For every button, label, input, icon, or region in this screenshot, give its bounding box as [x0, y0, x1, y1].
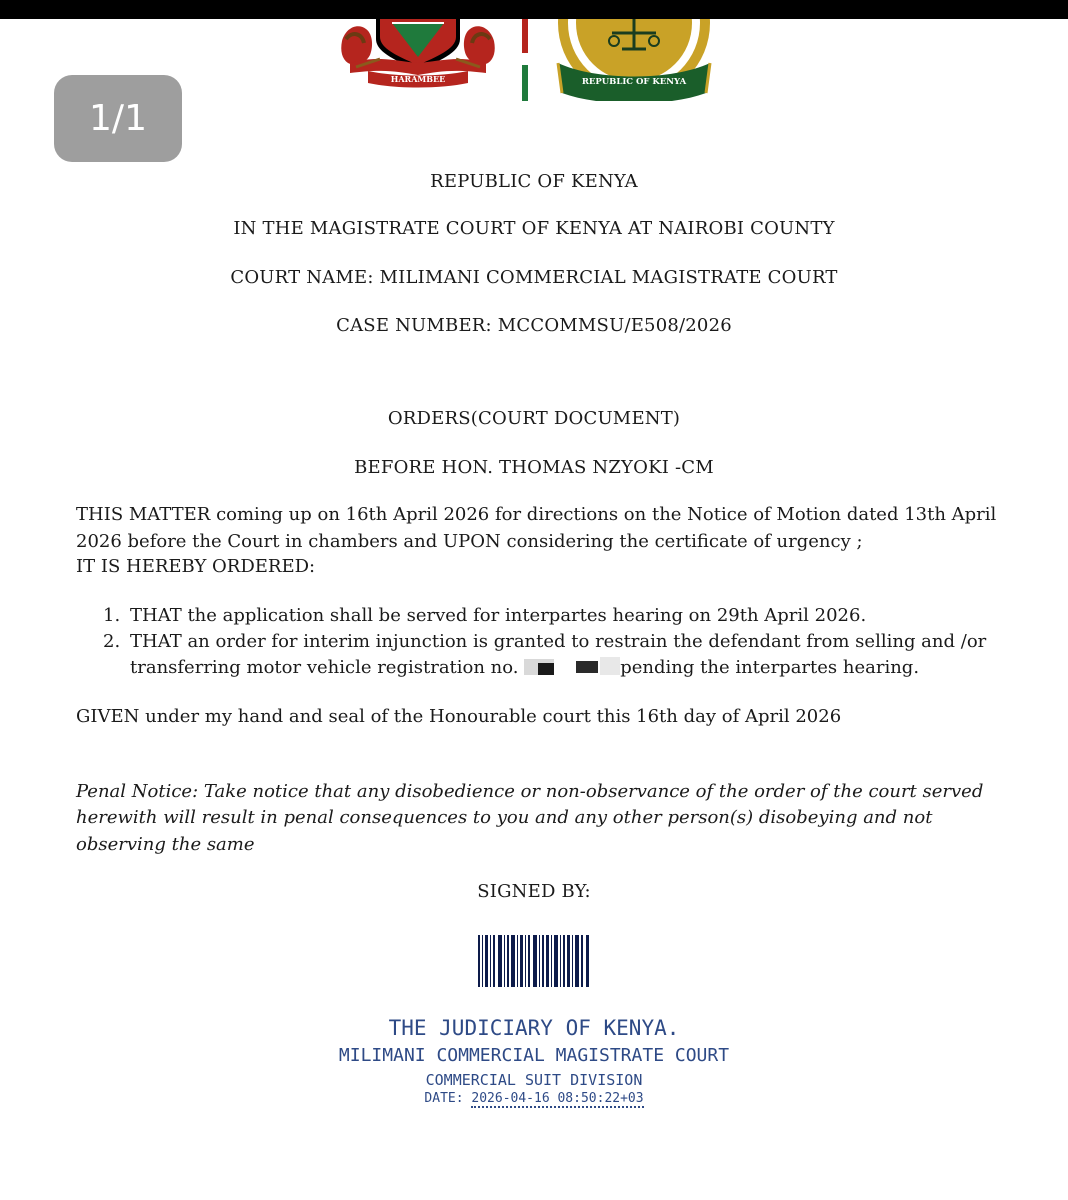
signed-by-label: SIGNED BY: — [477, 881, 591, 902]
svg-text:HARAMBEE: HARAMBEE — [390, 74, 446, 84]
signature-barcode — [478, 935, 590, 987]
intro-line-2: 2026 before the Court in chambers and UPON considering the certificate of urgency ; — [76, 530, 863, 552]
stamp-date — [0, 1091, 1068, 1106]
orders-list — [76, 603, 1006, 681]
stamp-division: COMMERCIAL SUIT DIVISION — [425, 1071, 643, 1089]
stamp-date-label: DATE: — [424, 1091, 472, 1106]
intro-paragraph — [76, 502, 1006, 581]
order-item-2 — [76, 629, 1006, 681]
order-item-1 — [76, 603, 1006, 629]
svg-text:REPUBLIC OF KENYA: REPUBLIC OF KENYA — [581, 77, 687, 87]
judiciary-logo — [556, 19, 712, 101]
republic-heading: REPUBLIC OF KENYA — [430, 171, 638, 192]
document-title: ORDERS(COURT DOCUMENT) — [387, 408, 681, 429]
stamp-date-value: 2026-04-16 08:50:22+03 — [471, 1091, 644, 1106]
order-number: 2. — [103, 631, 121, 652]
order-text: THAT the application shall be served for interpartes hearing on 29th April 2026. — [130, 605, 867, 626]
order-text-suffix: pending the interpartes hearing. — [620, 657, 920, 678]
penal-notice-line-1: Penal Notice: Take notice that any disobedience or non-observance of the order of the court served — [76, 781, 984, 802]
judge-line: BEFORE HON. THOMAS NZYOKI -CM — [354, 457, 714, 478]
kenya-coat-of-arms-logo — [336, 19, 500, 89]
page-indicator-badge: 1/1 — [54, 75, 182, 162]
order-number: 1. — [103, 605, 121, 626]
given-line: GIVEN under my hand and seal of the Honourable court this 16th day of April 2026 — [76, 706, 842, 727]
order-text-line-1: THAT an order for interim injunction is granted to restrain the defendant from selling and /or — [130, 631, 987, 652]
penal-notice-line-2: herewith will result in penal consequences to you and any other person(s) disobeying and not — [76, 807, 933, 829]
ordered-heading: IT IS HEREBY ORDERED: — [76, 556, 316, 577]
penal-notice-line-3: observing the same — [76, 833, 255, 855]
intro-line-1: THIS MATTER coming up on 16th April 2026 for directions on the Notice of Motion dated 13th April — [76, 504, 997, 525]
stamp-judiciary: THE JUDICIARY OF KENYA. — [388, 1016, 680, 1040]
order-text-prefix: transferring motor vehicle registration no. — [130, 657, 525, 678]
stamp-court-name: MILIMANI COMMERCIAL MAGISTRATE COURT — [338, 1045, 730, 1066]
order-text-line-2 — [130, 655, 1006, 681]
case-number-heading: CASE NUMBER: MCCOMMSU/E508/2026 — [336, 315, 732, 336]
court-location-heading: IN THE MAGISTRATE COURT OF KENYA AT NAIROBI COUNTY — [233, 218, 835, 239]
penal-notice — [76, 779, 996, 858]
court-name-heading: COURT NAME: MILIMANI COMMERCIAL MAGISTRATE COURT — [230, 267, 838, 288]
redacted-registration-number — [524, 655, 620, 677]
flag-divider — [521, 19, 529, 101]
top-status-bar — [0, 0, 1068, 19]
